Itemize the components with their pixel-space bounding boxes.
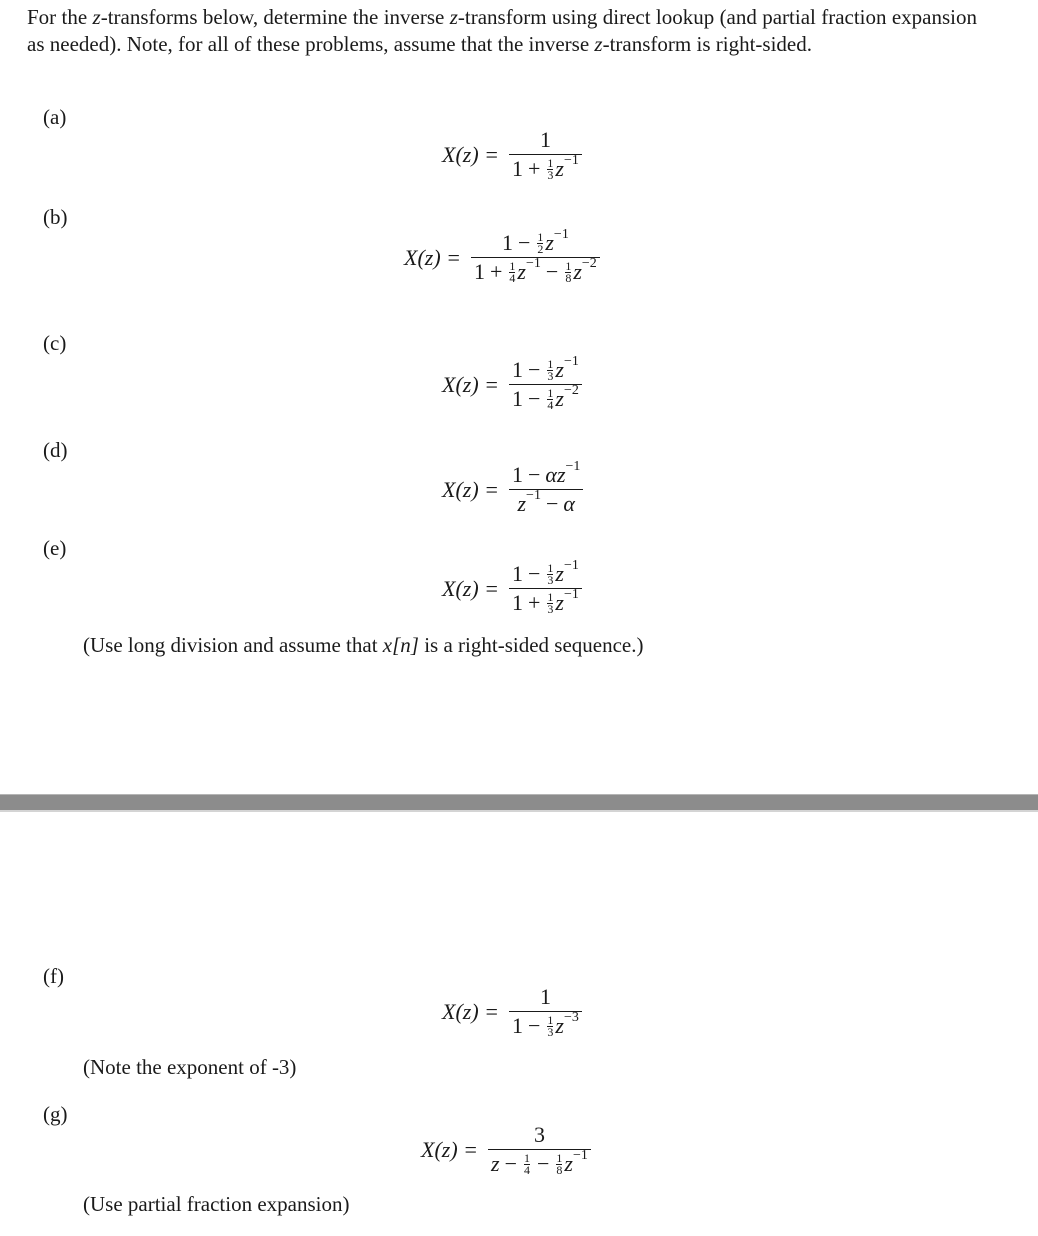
numerator: 1 − αz $^{-1}$ xyxy=(512,459,581,487)
denominator: 1 − 1 4 z $^{-2}$ xyxy=(512,383,579,412)
denominator: 1 + 1 3 z $^{-1}$ xyxy=(512,153,579,182)
fraction xyxy=(509,983,582,1040)
fraction xyxy=(488,1121,591,1178)
problem-e-label: (e) xyxy=(43,536,67,560)
equation-lhs: X(z) = xyxy=(442,476,499,502)
equation-c xyxy=(442,356,582,413)
problem-g-note: (Use partial fraction expansion) xyxy=(83,1192,350,1216)
numerator: 1 − 1 3 z $^{-1}$ xyxy=(512,354,579,383)
equation-lhs: X(z) = xyxy=(421,1136,478,1162)
fraction xyxy=(509,560,582,617)
intro-var-z: z xyxy=(92,5,101,29)
equation-e xyxy=(442,560,582,617)
problem-c-label: (c) xyxy=(43,331,67,355)
equation-lhs: X(z) = xyxy=(442,141,499,167)
intro-text-2: -transforms below, determine the inverse xyxy=(100,5,450,29)
equation-f xyxy=(442,983,582,1040)
equation-lhs: X(z) = xyxy=(442,998,499,1024)
intro-var-z: z xyxy=(594,32,603,56)
intro-var-z: z xyxy=(449,5,458,29)
instructions-paragraph xyxy=(27,4,977,58)
fraction xyxy=(509,356,582,413)
equation-lhs: X(z) = xyxy=(442,575,499,601)
problem-d-label: (d) xyxy=(43,438,68,462)
numerator: 1 − 1 3 z $^{-1}$ xyxy=(512,558,579,587)
numerator: 1 xyxy=(539,127,551,152)
problem-g-label: (g) xyxy=(43,1102,68,1126)
equation-lhs: X(z) = xyxy=(442,371,499,397)
problem-f-note: (Note the exponent of -3) xyxy=(83,1055,297,1079)
denominator: z $^{-1}$ − α xyxy=(517,488,575,516)
denominator: 1 + 1 3 z $^{-1}$ xyxy=(512,587,579,616)
problem-a-label: (a) xyxy=(43,105,67,129)
fraction xyxy=(471,229,600,286)
problem-e-note: (Use long division and assume that x[n] is a right-sided sequence.) xyxy=(83,633,644,657)
page-divider xyxy=(0,794,1038,812)
equation-a xyxy=(442,126,582,183)
denominator: 1 + 1 4 z $^{-1}$ − 1 8 z $^{-2}$ xyxy=(474,256,597,285)
intro-text-1: For the xyxy=(27,5,93,29)
numerator: 1 xyxy=(539,984,551,1009)
equation-b xyxy=(404,229,600,286)
denominator: z − 1 4 − 1 8 z $^{-1}$ xyxy=(491,1148,588,1177)
intro-text-3: -transform using direct lookup (and partial fraction expansion as needed). Note, for all of these problems, assume that the inverse xyxy=(27,5,977,56)
numerator: 3 xyxy=(533,1122,545,1147)
intro-text-4: -transform is right-sided. xyxy=(602,32,812,56)
equation-g xyxy=(421,1121,591,1178)
problem-f-label: (f) xyxy=(43,964,64,988)
equation-d xyxy=(442,461,583,518)
numerator: 1 − 1 2 z $^{-1}$ xyxy=(501,227,569,256)
problem-b-label: (b) xyxy=(43,205,68,229)
fraction xyxy=(509,126,582,183)
equation-lhs: X(z) = xyxy=(404,244,461,270)
fraction xyxy=(509,461,583,518)
denominator: 1 − 1 3 z $^{-3}$ xyxy=(512,1010,579,1039)
